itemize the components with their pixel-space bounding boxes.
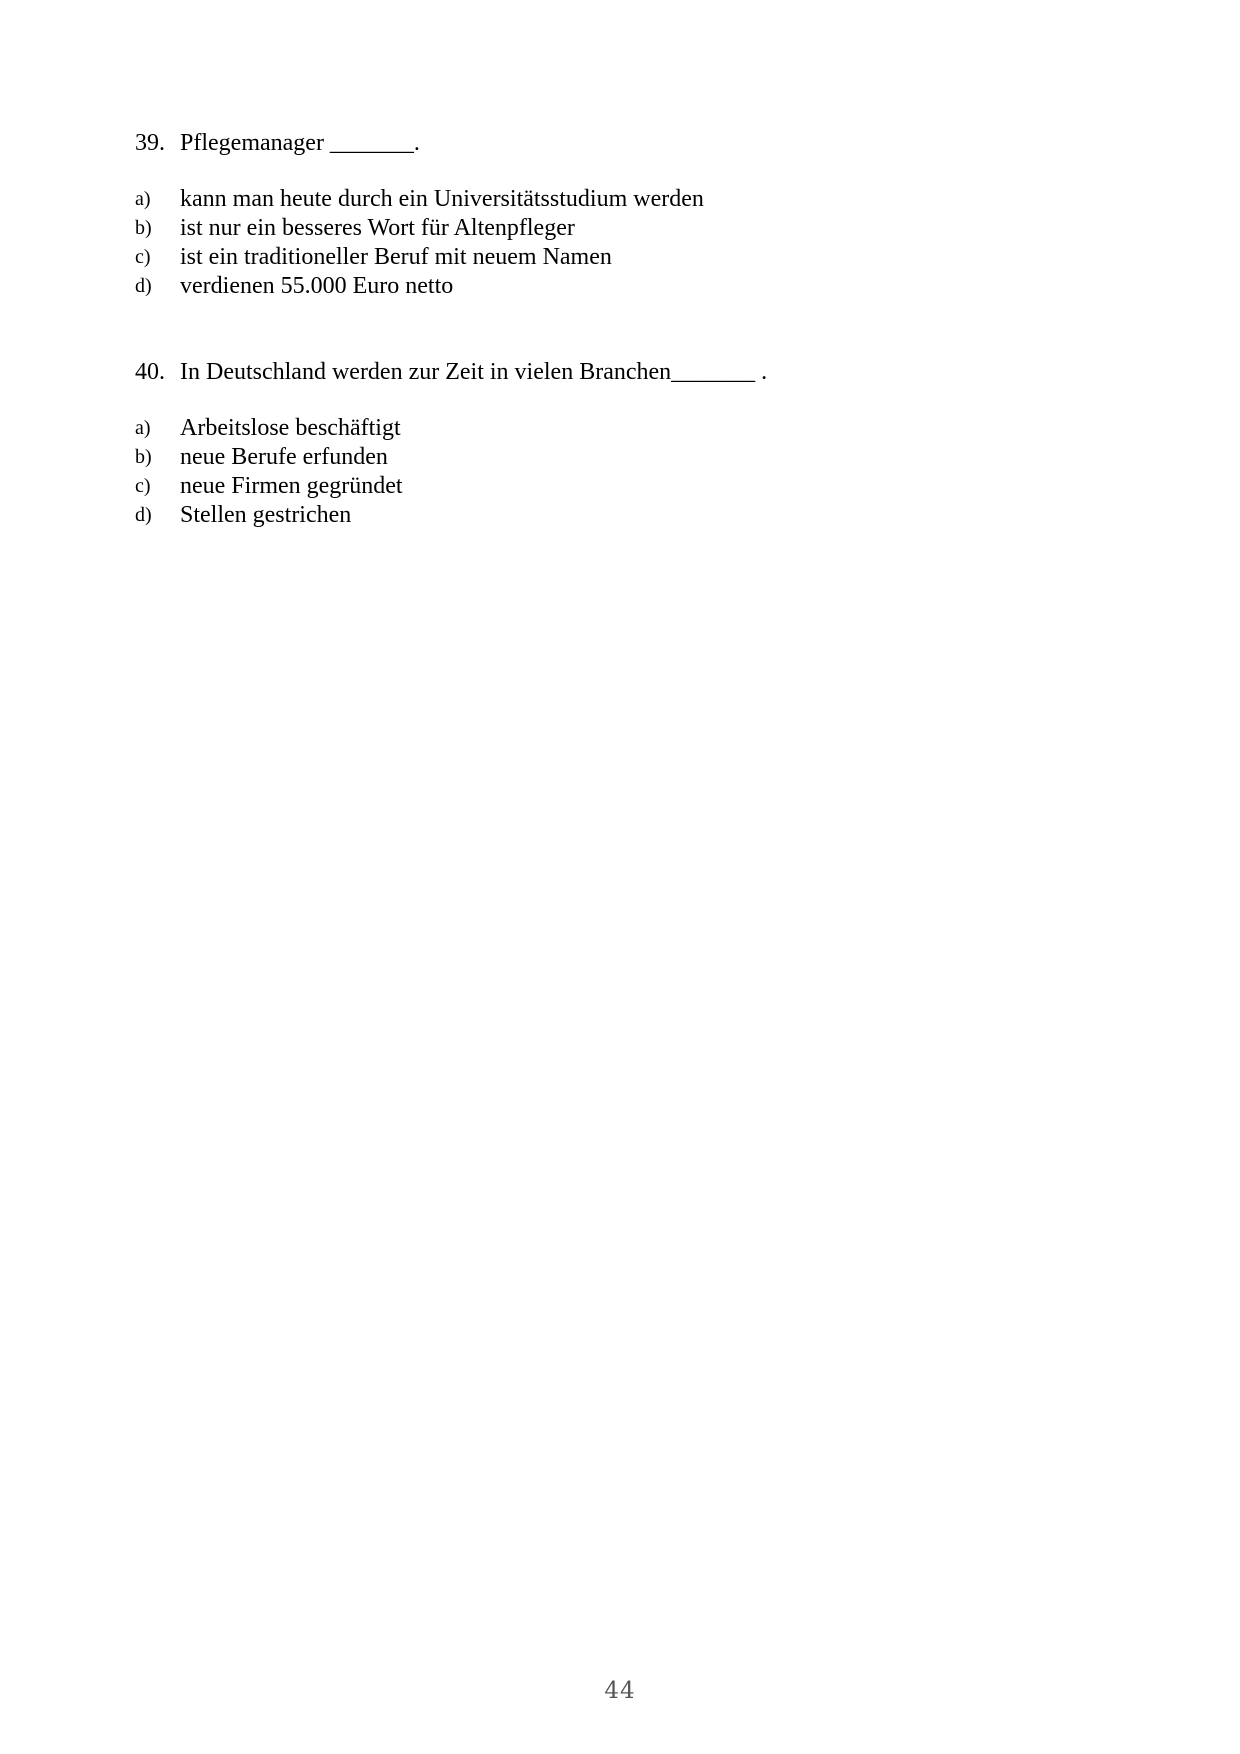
answer-option-b [135, 443, 1135, 472]
option-text: ist nur ein besseres Wort für Altenpfleger [180, 215, 575, 241]
answer-option-c [135, 243, 1135, 272]
option-letter: b) [135, 217, 152, 239]
answer-option-d [135, 272, 1135, 301]
option-letter: b) [135, 446, 152, 468]
option-text: neue Berufe erfunden [180, 444, 388, 470]
answer-option-d [135, 501, 1135, 530]
question-prompt-line [135, 357, 1135, 387]
answer-option-c [135, 472, 1135, 501]
answer-options [135, 414, 1135, 530]
question-39 [135, 128, 1135, 301]
option-text: ist ein traditioneller Beruf mit neuem Namen [180, 244, 612, 270]
option-letter: a) [135, 188, 151, 210]
answer-option-b [135, 214, 1135, 243]
option-letter: d) [135, 275, 152, 297]
answer-options [135, 185, 1135, 301]
option-letter: a) [135, 417, 151, 439]
answer-option-a [135, 185, 1135, 214]
answer-option-a [135, 414, 1135, 443]
question-prompt-line [135, 128, 1135, 158]
question-number: 40. [135, 359, 165, 385]
option-text: neue Firmen gegründet [180, 473, 403, 499]
option-text: Stellen gestrichen [180, 502, 352, 528]
option-text: Arbeitslose beschäftigt [180, 415, 401, 441]
question-prompt: In Deutschland werden zur Zeit in vielen Branchen_______ . [180, 359, 768, 385]
question-40 [135, 357, 1135, 530]
option-letter: d) [135, 504, 152, 526]
option-letter: c) [135, 246, 151, 268]
option-text: verdienen 55.000 Euro netto [180, 273, 454, 299]
question-number: 39. [135, 130, 165, 156]
page-number: 44 [604, 1678, 636, 1704]
option-letter: c) [135, 475, 151, 497]
question-prompt: Pflegemanager _______. [180, 130, 420, 156]
option-text: kann man heute durch ein Universitätsstudium werden [180, 186, 704, 212]
